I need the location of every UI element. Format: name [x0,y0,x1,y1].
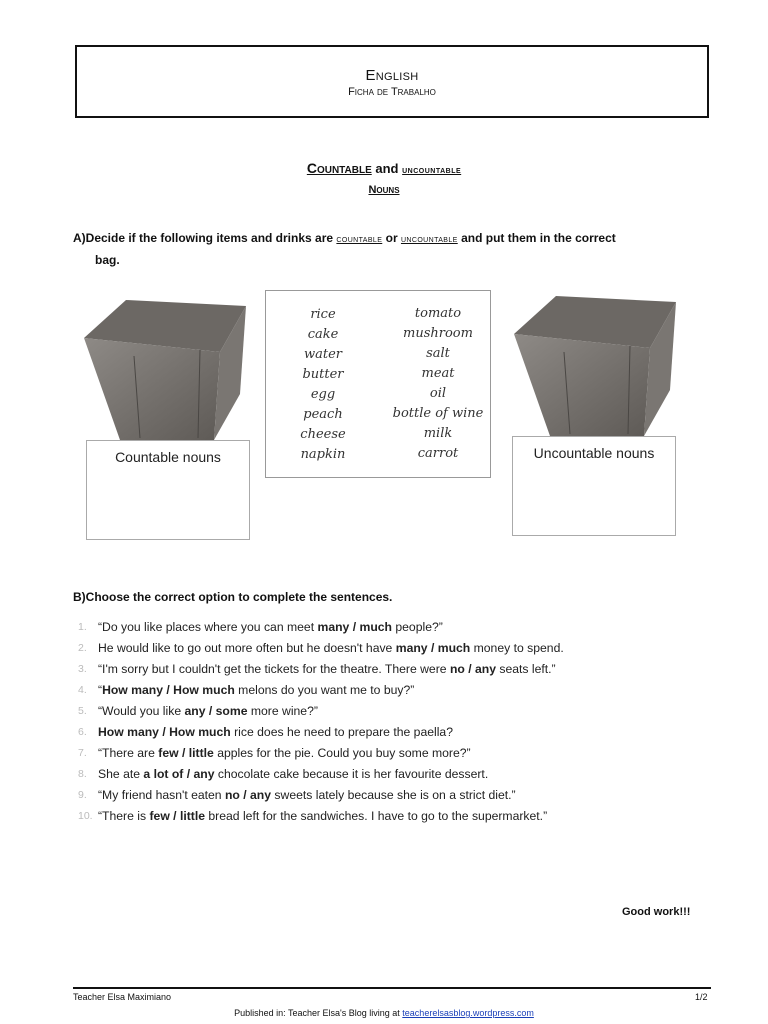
sentence-option[interactable]: How many / How much [98,725,231,739]
sentence-option[interactable]: many / much [395,641,471,655]
good-work-text: Good work!!! [622,906,691,918]
instr-or: or [385,231,398,245]
word-list-box [265,290,491,478]
sentence-number: 5. [78,705,87,717]
title-uncountable: uncountable [402,164,462,176]
sentence-item [78,702,588,721]
word-item: meat [421,366,455,381]
word-item: salt [426,346,450,361]
sentence-text: apples for the pie. Could you buy some more?” [213,746,471,760]
sentence-text: melons do you want me to buy?” [234,683,415,697]
sentence-text: She ate [98,767,144,781]
sentence-option[interactable]: no / any [224,788,272,802]
instr-cont: bag. [95,253,120,267]
sentence-item [78,639,588,658]
left-paper-bag-icon [80,298,250,444]
word-item: napkin [300,447,346,462]
title-and: and [375,161,399,176]
sentence-text: people?” [391,620,443,634]
sentence-number: 10. [78,810,93,822]
sentence-number: 9. [78,789,87,801]
sentence-text: “My friend hasn't eaten [98,788,225,802]
footer-published-text: Published in: Teacher Elsa's Blog living at [234,1008,400,1018]
sentence-text: bread left for the sandwiches. I have to go to the supermarket.” [205,809,548,823]
header-subtitle: Ficha de Trabalho [348,86,436,98]
sentence-text: more wine?” [247,704,318,718]
sentence-number: 1. [78,621,87,633]
countable-nouns-label: Countable nouns [115,449,221,465]
word-item: bottle of wine [392,406,484,421]
sentence-text: seats left.” [496,662,556,676]
word-item: milk [423,426,453,441]
footer-divider [73,987,711,989]
sentence-number: 3. [78,663,87,675]
header-box [75,45,709,118]
sentence-item [78,723,588,742]
word-item: tomato [414,306,462,321]
uncountable-nouns-label: Uncountable nouns [533,445,655,461]
sentence-option[interactable]: many / much [317,620,392,634]
footer-published [0,1008,768,1018]
sentence-option[interactable]: few / little [158,746,214,760]
sentence-text: “I'm sorry but I couldn't get the tickets for the theatre. There were [98,662,450,676]
sentence-text: sweets lately because she is on a strict diet.” [271,788,516,802]
sentence-number: 8. [78,768,87,780]
instr-countable: countable [336,233,383,245]
sentence-option[interactable]: a lot of / any [143,767,215,781]
uncountable-nouns-box[interactable] [512,436,676,536]
word-item: mushroom [403,326,473,341]
section-a-instructions [73,228,713,271]
word-item: butter [302,367,344,382]
sentence-text: money to spend. [470,641,564,655]
document-subtitle: Nouns [368,184,400,196]
sentence-number: 2. [78,642,87,654]
sentence-text: He would like to go out more often but he doesn't have [98,641,396,655]
document-title [0,160,768,176]
word-item: oil [429,386,447,401]
sentence-text: chocolate cake because it is her favourite dessert. [214,767,489,781]
sentence-number: 6. [78,726,87,738]
sentence-text: “Would you like [98,704,185,718]
sentence-item [78,807,618,826]
footer-author: Teacher Elsa Maximiano [73,992,172,1002]
sentence-option[interactable]: How many / How much [102,683,235,697]
right-paper-bag-icon [510,294,680,440]
sentence-text: “Do you like places where you can meet [98,620,318,634]
word-item: egg [310,387,336,402]
instr-uncountable: uncountable [400,233,458,245]
word-item: cheese [300,427,346,442]
header-title: English [365,67,419,84]
sentence-item [78,786,588,805]
sentence-item [78,618,588,637]
title-countable: Countable [306,160,372,176]
sentence-text: rice does he need to prepare the paella? [230,725,453,739]
sentence-number: 7. [78,747,87,759]
word-column-right [378,304,498,464]
sentence-option[interactable]: few / little [149,809,206,823]
sentence-item [78,744,588,763]
word-item: carrot [417,446,459,461]
sentence-option[interactable]: no / any [449,662,496,676]
word-item: cake [307,327,339,342]
blog-link[interactable]: teacherelsasblog.wordpress.com [402,1008,534,1018]
sentence-number: 4. [78,684,87,696]
instr-prefix: A)Decide if the following items and drinks are [73,231,334,245]
sentence-option[interactable]: any / some [184,704,248,718]
word-item: water [303,347,342,362]
section-b-heading: B)Choose the correct option to complete the sentences. [73,590,393,604]
sentence-list [78,618,588,828]
sentence-item [78,681,588,700]
word-item: peach [303,407,343,422]
instr-suffix: and put them in the correct [461,231,616,245]
sentence-text: “There are [98,746,159,760]
word-item: rice [310,307,336,322]
sentence-text: “There is [98,809,150,823]
sentence-item [78,765,588,784]
sentence-item [78,660,588,679]
footer-page-number: 1/2 [695,992,708,1002]
sentence-text: “ [98,683,103,697]
word-column-left [280,305,366,465]
countable-nouns-box[interactable] [86,440,250,540]
